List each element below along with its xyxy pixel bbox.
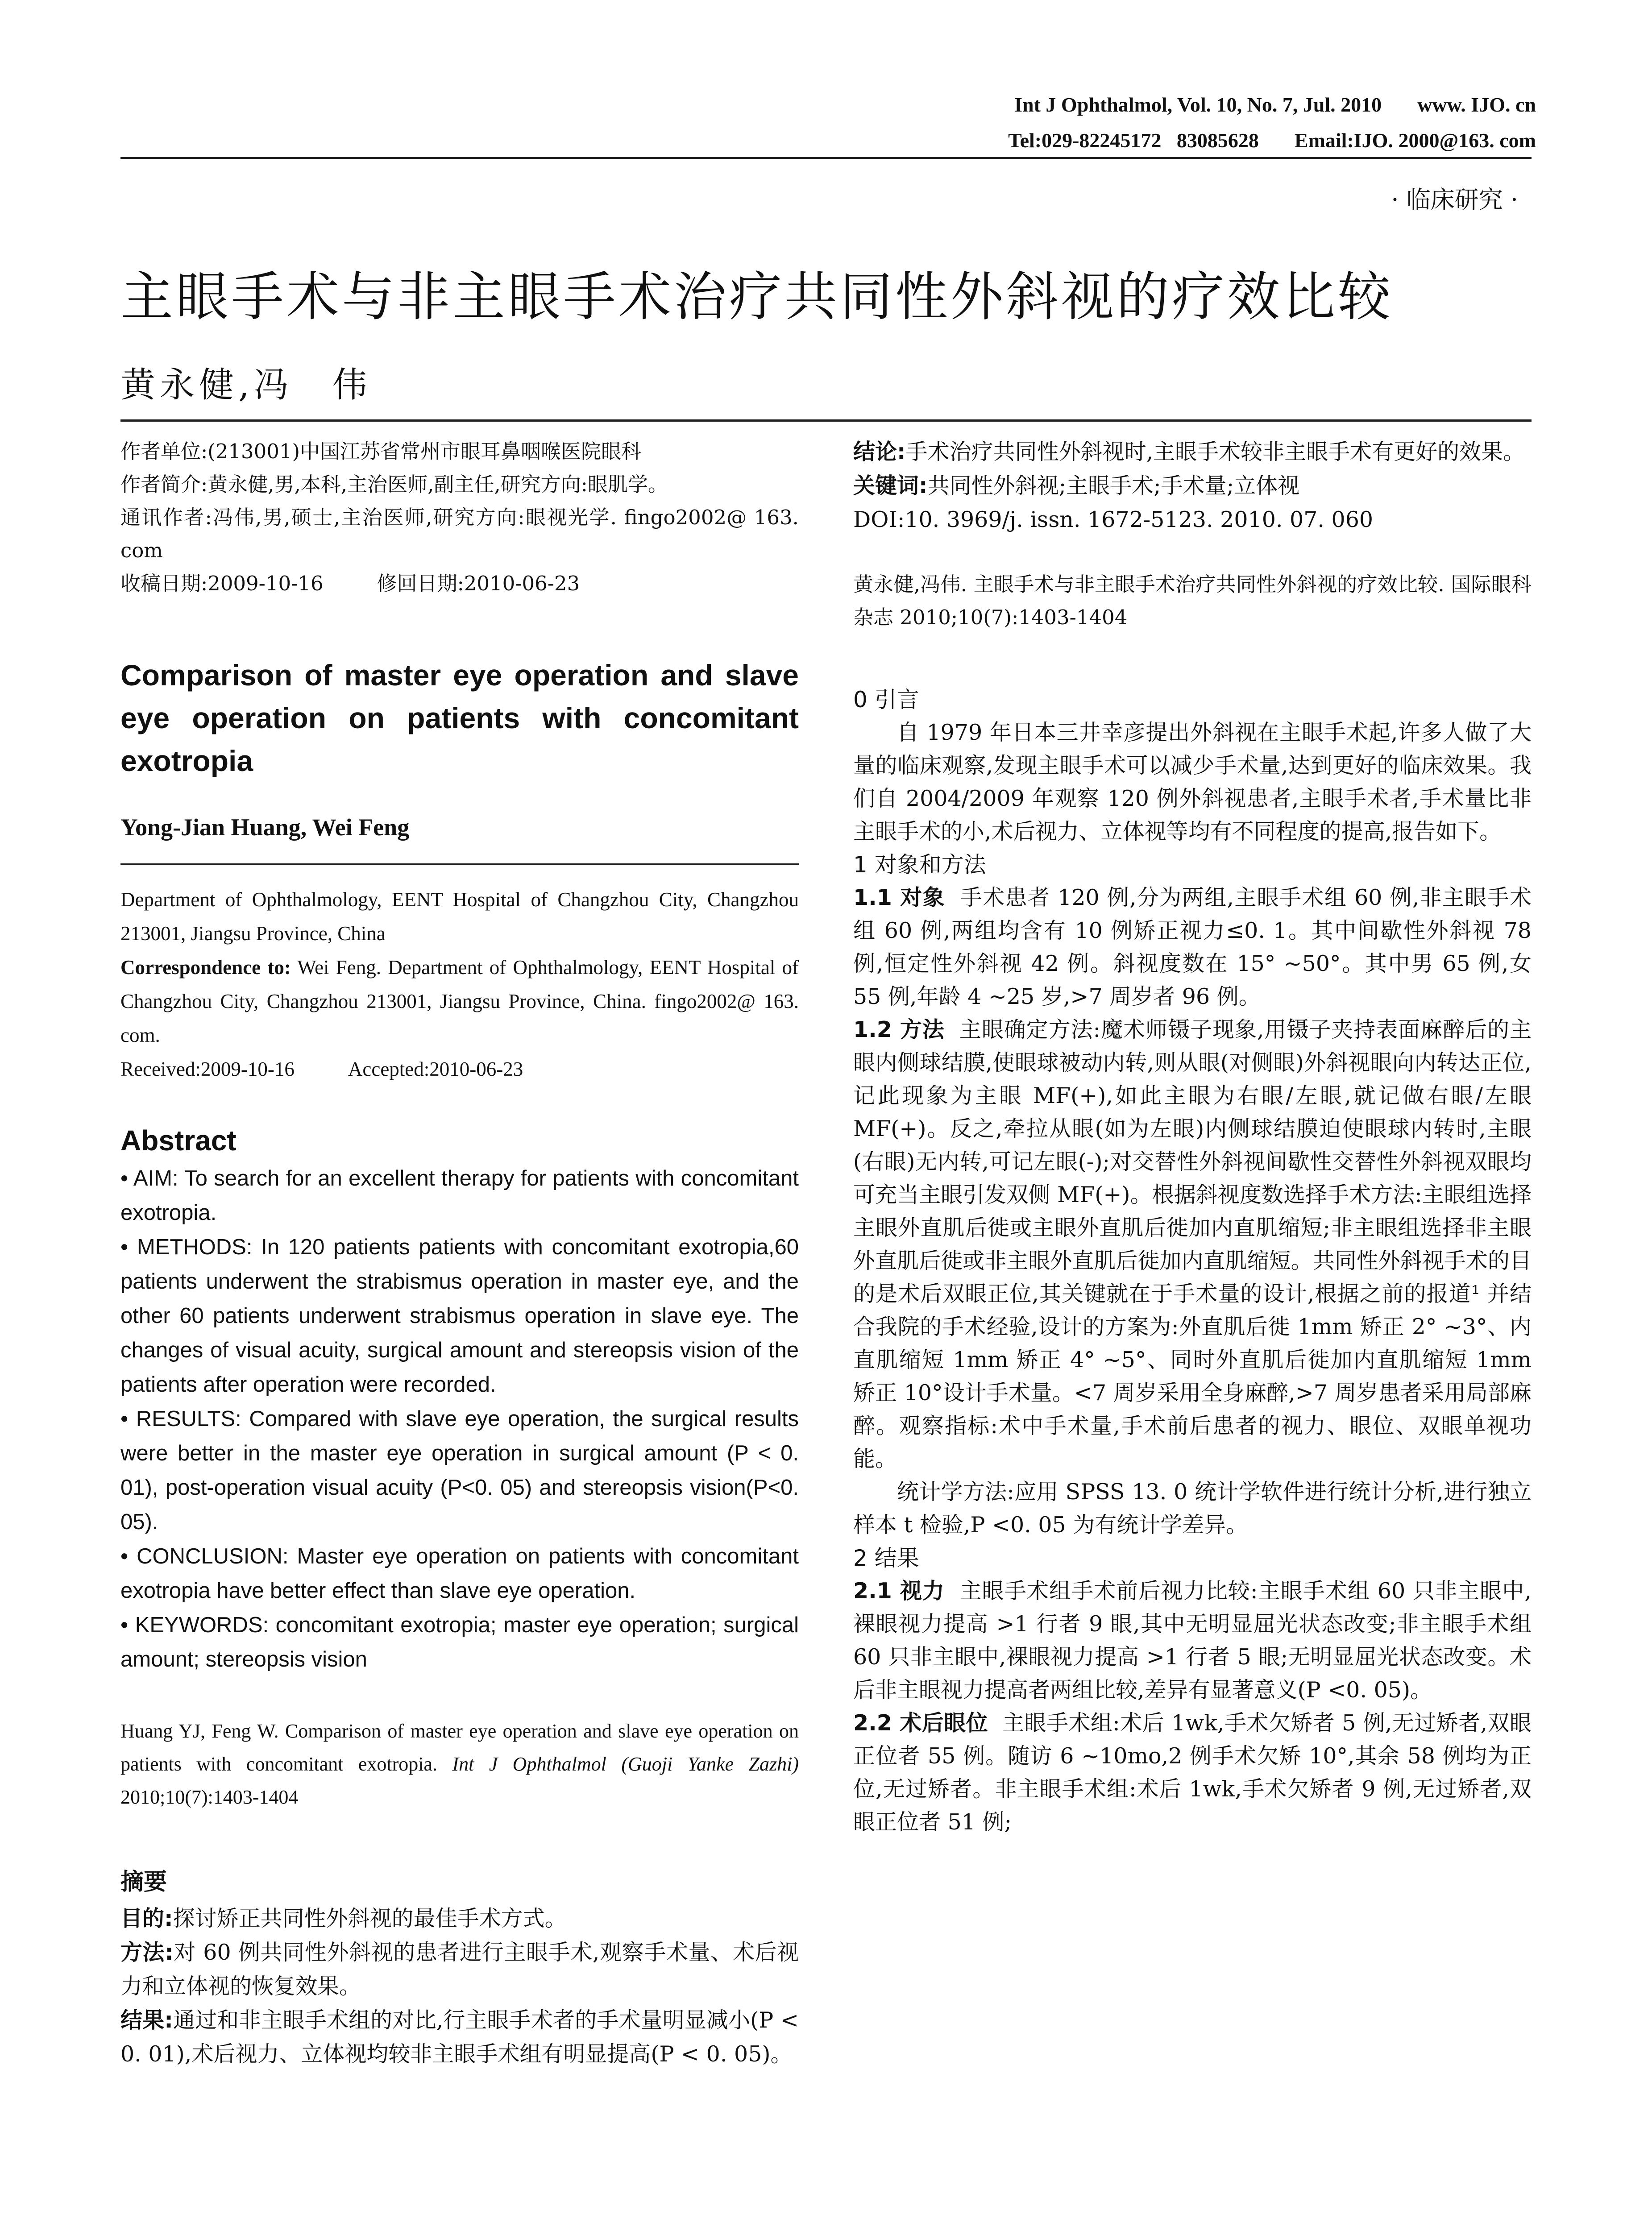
journal-website[interactable]: www. IJO. cn (1417, 93, 1536, 116)
zh-keywords-text: 共同性外斜视;主眼手术;手术量;立体视 (927, 473, 1300, 498)
left-column (120, 435, 799, 2071)
citation-volume: 2010;10(7):1403-1404 (120, 1786, 299, 1808)
abstract-methods: • METHODS: In 120 patients patients with concomitant exotropia,60 patients underwent the strabismus operation in master eye, and the other 60 patients underwent strabismus operation in slave eye. The changes of visual acuity, surgical amount and stereopsis vision of the patients after operation were recorded. (120, 1235, 799, 1397)
section-1-heading: 1 对象和方法 (853, 852, 986, 878)
zh-methods (120, 1936, 799, 2003)
received-date: 收稿日期:2009-10-16 (120, 572, 324, 595)
abstract-heading: Abstract (120, 1124, 237, 1157)
english-accepted: Accepted:2010-06-23 (348, 1058, 523, 1080)
chinese-abstract-heading: 摘要 (120, 1868, 167, 1895)
zh-conclusion-text: 手术治疗共同性外斜视时,主眼手术较非主眼手术有更好的效果。 (905, 439, 1525, 464)
section-2-1-text: 主眼手术组手术前后视力比较:主眼手术组 60 只非主眼中,裸眼视力提高 >1 行者 9 眼,其中无明显屈光状态改变;非主眼手术组 60 只非主眼中,裸眼视力提高 >1 行者 5 眼;无明显屈光状态改变。术后非主眼视力提高者两组比较,差异有显著意义(P <0. 05)。 (853, 1578, 1532, 1703)
section-0-paragraph: 自 1979 年日本三井幸彦提出外斜视在主眼手术起,许多人做了大量的临床观察,发现主眼手术可以减少手术量,达到更好的临床效果。我们自 2004/2009 年观察 120 例外斜视患者,主眼手术者,手术量比非主眼手术的小,术后视力、立体视等均有不同程度的提高,报告如下。 (853, 720, 1532, 844)
zh-aim (120, 1902, 799, 1936)
section-2-1 (853, 1575, 1532, 1707)
author-unit: 作者单位:(213001)中国江苏省常州市眼耳鼻咽喉医院眼科 (120, 440, 642, 463)
english-authors-rule (120, 863, 799, 865)
journal-tel: Tel:029-82245172 (1008, 129, 1162, 152)
english-citation (120, 1715, 799, 1814)
english-correspondence (120, 950, 799, 1052)
correspondence-text: Wei Feng. Department of Ophthalmology, EENT Hospital of Changzhou City, Changzhou 213001, Jiangsu Province, China. fingo2002@ 163. com. (120, 956, 799, 1046)
journal-tel2: 83085628 (1176, 129, 1259, 152)
zh-aim-label: 目的: (120, 1906, 173, 1931)
section-1-1 (853, 881, 1532, 1013)
section-1-2 (853, 1013, 1532, 1476)
right-column (853, 435, 1532, 1839)
section-2-2-label: 2.2 术后眼位 (853, 1710, 988, 1736)
article-authors: 黄永健,冯 伟 (120, 365, 372, 405)
zh-keywords (853, 469, 1532, 503)
zh-results-label: 结果: (120, 2007, 173, 2033)
section-1-2-statistics: 统计学方法:应用 SPSS 13. 0 统计学软件进行统计分析,进行独立样本 t 检验,P <0. 05 为有统计学差异。 (853, 1479, 1532, 1538)
zh-doi[interactable]: DOI:10. 3969/j. issn. 1672-5123. 2010. 07. 060 (853, 507, 1374, 532)
english-received: Received:2009-10-16 (120, 1058, 295, 1080)
section-tag: · 临床研究 · (1391, 186, 1518, 214)
article-body (853, 683, 1532, 1839)
article-title: 主眼手术与非主眼手术治疗共同性外斜视的疗效比较 (120, 266, 1394, 328)
section-1-1-text: 手术患者 120 例,分为两组,主眼手术组 60 例,非主眼手术组 60 例,两组均含有 10 例矫正视力≤0. 1。其中间歇性外斜视 78 例,恒定性外斜视 42 例。斜视度数在 15° ~50°。其中男 65 例,女 55 例,年龄 4 ~25 岁,>7 周岁者 96 例。 (853, 885, 1532, 1009)
english-dates (120, 1052, 799, 1086)
abstract-aim: • AIM: To search for an excellent therapy for patients with concomitant exotropia. (120, 1166, 799, 1225)
english-title: Comparison of master eye operation and slave eye operation on patients with concomitant exotropia (120, 659, 799, 777)
zh-aim-text: 探讨矫正共同性外斜视的最佳手术方式。 (173, 1906, 567, 1931)
english-authors: Yong-Jian Huang, Wei Feng (120, 814, 410, 841)
abstract-keywords: • KEYWORDS: concomitant exotropia; master eye operation; surgical amount; stereopsis vision (120, 1613, 799, 1671)
english-affiliation (120, 883, 799, 1086)
journal-header-line (1014, 93, 1536, 116)
zh-methods-text: 对 60 例共同性外斜视的患者进行主眼手术,观察手术量、术后视力和立体视的恢复效果。 (120, 1940, 799, 1999)
section-2-heading: 2 结果 (853, 1545, 919, 1571)
chinese-abstract-continued (853, 435, 1532, 537)
english-department: Department of Ophthalmology, EENT Hospital of Changzhou City, Changzhou 213001, Jiangsu Province, China (120, 888, 799, 945)
chinese-abstract (120, 1902, 799, 2071)
author-bio: 作者简介:黄永健,男,本科,主治医师,副主任,研究方向:眼肌学。 (120, 473, 668, 496)
zh-results (120, 2003, 799, 2071)
corresponding-author: 通讯作者:冯伟,男,硕士,主治医师,研究方向:眼视光学. fingo2002@ 163. com (120, 506, 799, 562)
chinese-citation: 黄永健,冯伟. 主眼手术与非主眼手术治疗共同性外斜视的疗效比较. 国际眼科杂志 2010;10(7):1403-1404 (853, 572, 1532, 629)
section-1-2-text: 主眼确定方法:魔术师镊子现象,用镊子夹持表面麻醉后的主眼内侧球结膜,使眼球被动内转,则从眼(对侧眼)外斜视眼向内转达正位,记此现象为主眼 MF(+),如此主眼为右眼/左眼,就记做右眼/左眼 MF(+)。反之,牵拉从眼(如为左眼)内侧球结膜迫使眼球内转时,主眼(右眼)无内转,可记左眼(-);对交替性外斜视间歇性交替性外斜视双眼均可充当主眼引发双侧 MF(+)。根据斜视度数选择手术方法:主眼组选择主眼外直肌后徙或主眼外直肌后徙加内直肌缩短;非主眼组选择非主眼外直肌后徙或非主眼外直肌后徙加内直肌缩短。共同性外斜视手术的目的是术后双眼正位,其关键就在于手术量的设计,根据之前的报道¹ 并结合我院的手术经验,设计的方案为:外直肌后徙 1mm 矫正 2° ~3°、内直肌缩短 1mm 矫正 4° ~5°、同时外直肌后徙加内直肌缩短 1mm 矫正 10°设计手术量。<7 周岁采用全身麻醉,>7 周岁患者采用局部麻醉。观察指标:术中手术量,手术前后患者的视力、眼位、双眼单视功能。 (853, 1017, 1532, 1472)
section-2-1-label: 2.1 视力 (853, 1578, 945, 1604)
revised-date: 修回日期:2010-06-23 (377, 572, 580, 595)
section-2-2-text: 主眼手术组:术后 1wk,手术欠矫者 5 例,无过矫者,双眼正位者 55 例。随访 6 ~10mo,2 例手术欠矫 10°,其余 58 例均为正位,无过矫者。非主眼手术组:术后 1wk,手术欠矫者 9 例,无过矫者,双眼正位者 51 例; (853, 1710, 1532, 1835)
zh-methods-label: 方法: (120, 1940, 174, 1965)
section-0-heading: 0 引言 (853, 687, 919, 713)
citation-text: Huang YJ, Feng W. Comparison of master eye operation and slave eye operation on patients with concomitant exotropia. (120, 1720, 799, 1775)
zh-keywords-label: 关键词: (853, 473, 928, 498)
section-1-2-label: 1.2 方法 (853, 1017, 945, 1042)
section-1-1-label: 1.1 对象 (853, 885, 945, 910)
citation-journal: Int J Ophthalmol (Guoji Yanke Zazhi) (452, 1753, 799, 1775)
abstract-conclusion: • CONCLUSION: Master eye operation on patients with concomitant exotropia have better effect than slave eye operation. (120, 1544, 799, 1603)
zh-conclusion-label: 结论: (853, 439, 906, 464)
english-abstract (120, 1161, 799, 1677)
dates-line (120, 567, 799, 600)
journal-info: Int J Ophthalmol, Vol. 10, No. 7, Jul. 2010 (1014, 93, 1382, 116)
journal-contact-line (1008, 129, 1536, 152)
journal-email[interactable]: Email:IJO. 2000@163. com (1294, 129, 1536, 152)
title-rule (120, 419, 1532, 422)
section-2-2 (853, 1707, 1532, 1839)
author-meta (120, 435, 799, 600)
abstract-results: • RESULTS: Compared with slave eye operation, the surgical results were better in the master eye operation in surgical amount (P < 0. 01), post-operation visual acuity (P<0. 05) and stereopsis vision(P<0. 05). (120, 1407, 799, 1534)
zh-conclusion (853, 435, 1532, 469)
zh-results-text: 通过和非主眼手术组的对比,行主眼手术者的手术量明显减小(P < 0. 01),术后视力、立体视均较非主眼手术组有明显提高(P < 0. 05)。 (120, 2007, 799, 2067)
correspondence-label: Correspondence to: (120, 956, 291, 979)
header-rule (120, 157, 1532, 159)
